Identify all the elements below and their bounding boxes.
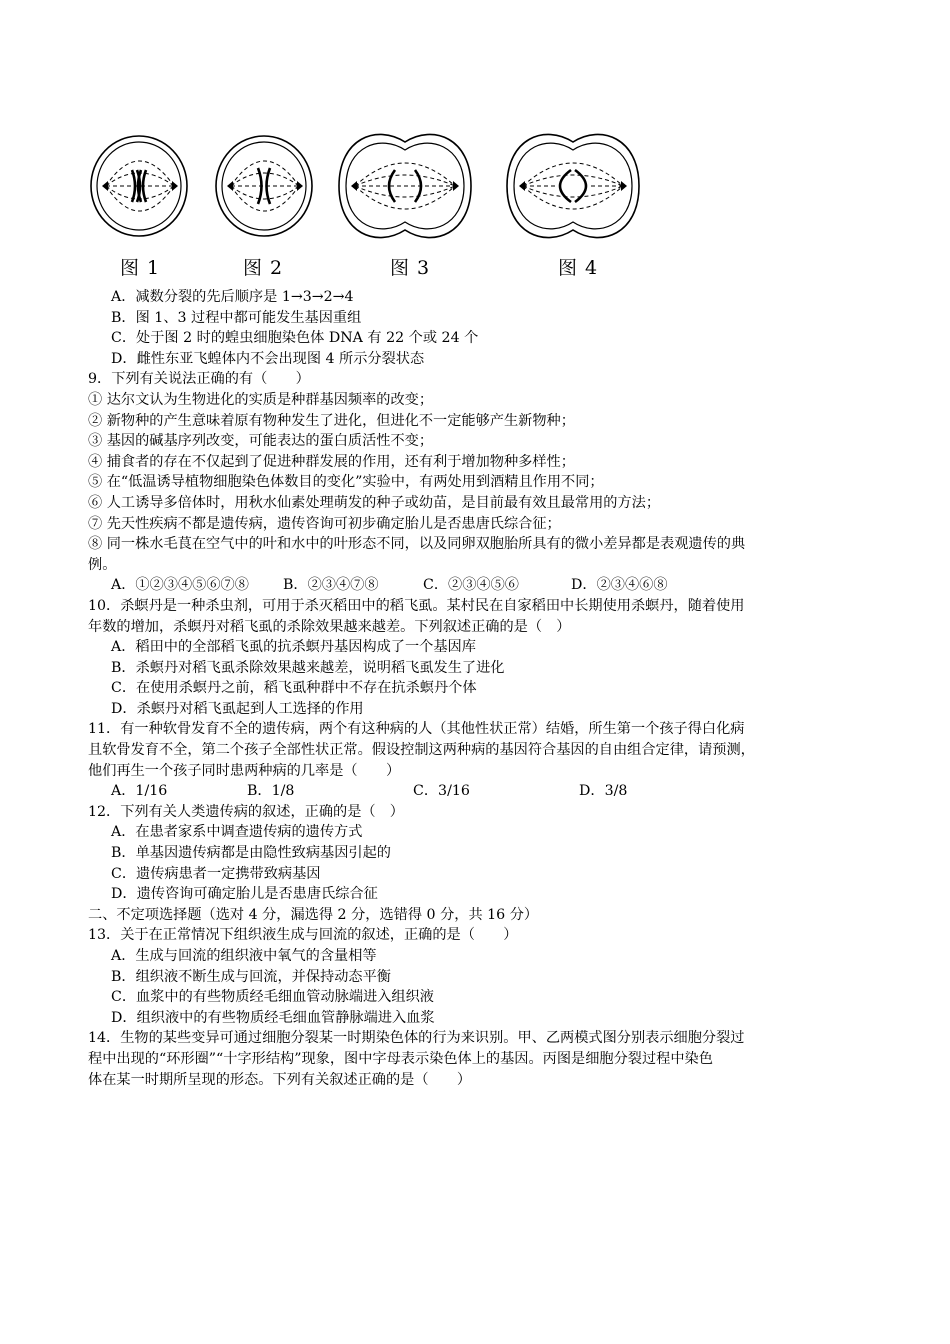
q13-option-a: A．生成与回流的组织液中氧气的含量相等 (111, 948, 377, 964)
q12-option-c: C．遗传病患者一定携带致病基因 (111, 865, 321, 882)
q9-option-a: A．①②③④⑤⑥⑦⑧ (111, 577, 249, 594)
figure-2-cell (213, 130, 315, 242)
q10-stem-2: 年数的增加，杀螟丹对稻飞虱的杀除效果越来越差。下列叙述正确的是（ ） (88, 618, 571, 635)
q11-option-d: D．3/8 (579, 783, 628, 800)
q9-options (88, 575, 878, 596)
q10-option-b: B．杀螟丹对稻飞虱杀除效果越来越差，说明稻飞虱发生了进化 (111, 659, 505, 676)
q12-option-d: D．遗传咨询可确定胎儿是否患唐氏综合征 (111, 886, 378, 903)
q14-stem-1: 14．生物的某些变异可通过细胞分裂某一时期染色体的行为来识别。甲、乙两模式图分别表示细胞分裂过 (88, 1030, 745, 1047)
figure-2-label: 图 2 (243, 257, 284, 279)
q9-option-b: B．②③④⑦⑧ (283, 577, 379, 594)
q9-option-d: D．②③④⑥⑧ (571, 577, 668, 594)
q12-option-b: B．单基因遗传病都是由隐性致病基因引起的 (111, 845, 391, 862)
q11-stem-1: 11．有一种软骨发育不全的遗传病，两个有这种病的人（其他性状正常）结婚，所生第一个孩子得白化病 (88, 721, 745, 738)
q10-option-c: C．在使用杀螟丹之前，稻飞虱种群中不存在抗杀螟丹个体 (111, 680, 477, 697)
q13-option-d: D．组织液中的有些物质经毛细血管静脉端进入血浆 (111, 1009, 435, 1026)
q11-option-b: B．1/8 (247, 783, 295, 800)
cell-division-figures (80, 130, 650, 290)
q9-item-8-cont: 例。 (88, 556, 117, 573)
q8-option-c: C．处于图 2 时的蝗虫细胞染色体 DNA 有 22 个或 24 个 (111, 330, 479, 347)
q9-item-6: ⑥ 人工诱导多倍体时，用秋水仙素处理萌发的种子或幼苗，是目前最有效且最常用的方法； (88, 494, 661, 511)
section-2-heading: 二、不定项选择题（选对 4 分，漏选得 2 分，选错得 0 分，共 16 分） (88, 906, 539, 923)
q10-stem-1: 10．杀螟丹是一种杀虫剂，可用于杀灭稻田中的稻飞虱。某村民在自家稻田中长期使用杀螟丹，随着使用 (88, 597, 745, 614)
figure-1-label: 图 1 (120, 257, 161, 279)
q9-item-1: ① 达尔文认为生物进化的实质是种群基因频率的改变； (88, 391, 434, 408)
q13-option-b: B．组织液不断生成与回流，并保持动态平衡 (111, 968, 391, 985)
q14-stem-2: 程中出现的“环形圈”“十字形结构”现象，图中字母表示染色体上的基因。丙图是细胞分裂过程中染色 (88, 1050, 713, 1067)
q9-item-4: ④ 捕食者的存在不仅起到了促进种群发展的作用，还有利于增加物种多样性； (88, 453, 575, 470)
q11-option-a: A．1/16 (111, 783, 168, 800)
figure-4-label: 图 4 (558, 257, 599, 279)
figure-1-cell (88, 130, 190, 242)
q12-stem: 12．下列有关人类遗传病的叙述，正确的是（ ） (88, 803, 404, 820)
figure-3-label: 图 3 (390, 257, 431, 279)
q12-option-a: A．在患者家系中调查遗传病的遗传方式 (111, 824, 363, 841)
q9-stem: 9．下列有关说法正确的有（ ） (88, 371, 310, 388)
figure-4-cell (505, 130, 641, 242)
q8-option-a: A．减数分裂的先后顺序是 1→3→2→4 (111, 289, 354, 305)
q14-stem-3: 体在某一时期所呈现的形态。下列有关叙述正确的是（ ） (88, 1071, 472, 1088)
q11-options (88, 781, 878, 802)
question-text (88, 287, 878, 1090)
q9-item-7: ⑦ 先天性疾病不都是遗传病，遗传咨询可初步确定胎儿是否患唐氏综合征； (88, 515, 561, 532)
q11-stem-3: 他们再生一个孩子同时患两种病的几率是（ ） (88, 762, 401, 779)
q9-item-5: ⑤ 在“低温诱导植物细胞染色体数目的变化”实验中，有两处用到酒精且作用不同； (88, 474, 604, 491)
q13-option-c: C．血浆中的有些物质经毛细血管动脉端进入组织液 (111, 989, 434, 1006)
q11-stem-2: 且软骨发育不全，第二个孩子全部性状正常。假设控制这两种病的基因符合基因的自由组合定律，请预测， (88, 742, 755, 759)
q10-option-d: D．杀螟丹对稻飞虱起到人工选择的作用 (111, 700, 364, 717)
q10-option-a: A．稻田中的全部稻飞虱的抗杀螟丹基因构成了一个基因库 (111, 639, 476, 656)
q13-stem: 13．关于在正常情况下组织液生成与回流的叙述，正确的是（ ） (88, 927, 518, 944)
q8-option-d: D．雌性东亚飞蝗体内不会出现图 4 所示分裂状态 (111, 350, 425, 367)
q9-item-8: ⑧ 同一株水毛茛在空气中的叶和水中的叶形态不同，以及同卵双胞胎所具有的微小差异都是表观遗传的典 (88, 536, 746, 553)
q9-item-2: ② 新物种的产生意味着原有物种发生了进化，但进化不一定能够产生新物种； (88, 412, 575, 429)
figure-3-cell (337, 130, 473, 242)
q9-item-3: ③ 基因的碱基序列改变，可能表达的蛋白质活性不变； (88, 433, 434, 450)
q9-option-c: C．②③④⑤⑥ (423, 577, 519, 594)
q8-option-b: B．图 1、3 过程中都可能发生基因重组 (111, 309, 362, 326)
q11-option-c: C．3/16 (413, 783, 470, 800)
